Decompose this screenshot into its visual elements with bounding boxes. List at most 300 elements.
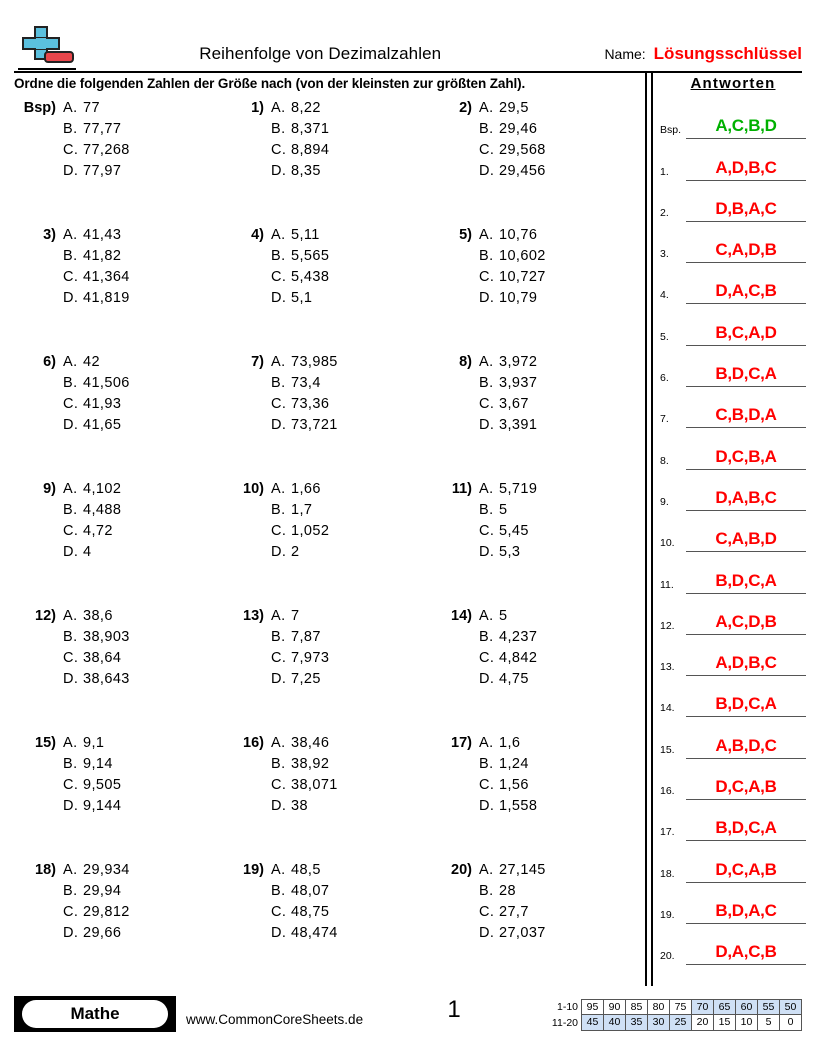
problem-choices: [63, 479, 222, 606]
choice-letter: C.: [479, 269, 495, 285]
problem-choices: [63, 352, 222, 479]
choice-value: 8,894: [291, 142, 330, 158]
choice-letter: C.: [63, 904, 79, 920]
problem-choice: [271, 500, 430, 521]
problem-row: [14, 98, 639, 225]
choice-value: 29,46: [499, 121, 538, 137]
problem-choice: [63, 627, 222, 648]
answer-row-value[interactable]: B,D,C,A: [686, 571, 806, 594]
grading-scale-row: [544, 1015, 802, 1031]
choice-value: 42: [83, 354, 100, 370]
problem-choice: [479, 923, 638, 944]
choice-letter: A.: [271, 862, 286, 878]
answer-row-value[interactable]: A,B,D,C: [686, 736, 806, 759]
choice-letter: B.: [479, 629, 494, 645]
choice-value: 38,071: [291, 777, 338, 793]
answer-row-label: 6.: [660, 372, 669, 385]
choice-value: 28: [499, 883, 516, 899]
problem-choice: [63, 267, 222, 288]
choice-letter: B.: [271, 502, 286, 518]
problem-choice: [63, 669, 222, 690]
choice-value: 41,506: [83, 375, 130, 391]
problem-choice: [63, 500, 222, 521]
problem-number: 13): [243, 608, 264, 624]
choice-value: 10,79: [499, 290, 538, 306]
problem-choice: [479, 394, 638, 415]
choice-value: 2: [291, 544, 300, 560]
problem-choice: [63, 288, 222, 309]
choice-letter: B.: [479, 121, 494, 137]
problem-choice: [271, 796, 430, 817]
choice-letter: C.: [479, 904, 495, 920]
choice-value: 41,65: [83, 417, 122, 433]
problem-choice: [63, 98, 222, 119]
choice-value: 73,721: [291, 417, 338, 433]
problem-choices: [479, 479, 638, 606]
grading-scale-range-label: 1-10: [556, 1001, 578, 1013]
answer-row-label: 18.: [660, 867, 675, 880]
problem-choice: [63, 521, 222, 542]
grading-scale-cell: 65: [713, 999, 736, 1015]
answer-row-value[interactable]: B,D,C,A: [686, 364, 806, 387]
problem-choices: [63, 733, 222, 860]
answer-row-label: 3.: [660, 248, 669, 261]
choice-letter: D.: [271, 671, 287, 687]
problem-choice: [63, 606, 222, 627]
page-title: Reihenfolge von Dezimalzahlen: [199, 44, 442, 63]
problem-item: [14, 479, 222, 606]
choice-letter: D.: [271, 798, 287, 814]
answer-row: [660, 800, 806, 841]
choice-letter: A.: [479, 735, 494, 751]
column-divider-right: [651, 72, 653, 986]
problem-choice: [63, 775, 222, 796]
answer-row: [660, 924, 806, 965]
choice-value: 9,14: [83, 756, 113, 772]
answer-row-value[interactable]: D,C,A,B: [686, 777, 806, 800]
answer-row: [660, 594, 806, 635]
problem-number: 16): [243, 735, 264, 751]
choice-value: 4,102: [83, 481, 122, 497]
problem-item: [222, 606, 430, 733]
choice-value: 4,842: [499, 650, 538, 666]
problem-number: 3): [43, 227, 56, 243]
choice-value: 5,565: [291, 248, 330, 264]
choice-value: 4: [83, 544, 92, 560]
problem-number: 14): [451, 608, 472, 624]
problem-item: [430, 733, 638, 860]
choice-value: 27,7: [499, 904, 529, 920]
problem-choice: [271, 98, 430, 119]
answer-row-value[interactable]: A,D,B,C: [686, 653, 806, 676]
problem-choice: [479, 98, 638, 119]
choice-value: 3,67: [499, 396, 529, 412]
choice-letter: A.: [479, 862, 494, 878]
problem-choice: [479, 860, 638, 881]
problem-item: [430, 98, 638, 225]
answer-row-value[interactable]: D,B,A,C: [686, 199, 806, 222]
grading-scale-cell: 80: [647, 999, 670, 1015]
problem-choice: [271, 606, 430, 627]
grading-scale-cell: 45: [581, 1014, 604, 1031]
problem-choice: [271, 246, 430, 267]
problem-choice: [271, 775, 430, 796]
choice-letter: C.: [63, 142, 79, 158]
website-url: www.CommonCoreSheets.de: [186, 1012, 364, 1027]
problem-choice: [479, 542, 638, 563]
choice-letter: B.: [479, 883, 494, 899]
choice-value: 5,3: [499, 544, 521, 560]
answer-row-label: 7.: [660, 413, 669, 426]
answer-row-label: 2.: [660, 206, 669, 219]
answer-row-value[interactable]: D,A,B,C: [686, 488, 806, 511]
choice-letter: B.: [271, 248, 286, 264]
answers-list: [660, 98, 806, 965]
choice-letter: C.: [479, 650, 495, 666]
problem-choice: [271, 225, 430, 246]
problem-number: 11): [451, 481, 472, 497]
problem-item: [430, 352, 638, 479]
choice-letter: A.: [271, 100, 286, 116]
problem-choice: [271, 648, 430, 669]
grading-scale-cell: 25: [669, 1014, 692, 1031]
answer-row: [660, 841, 806, 882]
choice-value: 29,5: [499, 100, 529, 116]
problem-choice: [63, 754, 222, 775]
choice-letter: D.: [271, 290, 287, 306]
choice-value: 29,456: [499, 163, 546, 179]
problem-choices: [271, 98, 430, 225]
choice-letter: B.: [63, 375, 78, 391]
answer-row-label: 15.: [660, 743, 675, 756]
problem-item: [14, 98, 222, 225]
choice-value: 5,719: [499, 481, 538, 497]
choice-letter: B.: [479, 502, 494, 518]
answer-row-label: 11.: [660, 578, 674, 591]
choice-value: 1,24: [499, 756, 529, 772]
choice-value: 73,985: [291, 354, 338, 370]
problem-choices: [271, 606, 430, 733]
choice-value: 4,488: [83, 502, 122, 518]
problem-choice: [479, 606, 638, 627]
page-header: [14, 22, 802, 70]
problem-choices: [271, 733, 430, 860]
problem-item: [14, 352, 222, 479]
choice-value: 29,66: [83, 925, 122, 941]
choice-value: 5,438: [291, 269, 330, 285]
problem-choice: [479, 225, 638, 246]
problem-choices: [271, 352, 430, 479]
choice-letter: A.: [479, 481, 494, 497]
problem-item: [14, 733, 222, 860]
problem-row: [14, 860, 639, 987]
problem-choice: [271, 373, 430, 394]
problem-choices: [479, 352, 638, 479]
problem-choice: [479, 288, 638, 309]
answer-row-value[interactable]: D,C,B,A: [686, 447, 806, 470]
answers-heading: Antworten: [690, 75, 776, 92]
choice-letter: A.: [271, 735, 286, 751]
answer-row-label: 1.: [660, 165, 669, 178]
choice-letter: B.: [63, 629, 78, 645]
problem-choice: [271, 140, 430, 161]
choice-value: 27,145: [499, 862, 546, 878]
problem-choice: [271, 394, 430, 415]
problem-choice: [271, 521, 430, 542]
problem-number: Bsp): [23, 100, 56, 116]
choice-value: 4,75: [499, 671, 529, 687]
choice-letter: D.: [271, 163, 287, 179]
choice-value: 7,25: [291, 671, 321, 687]
answer-row-value[interactable]: A,C,D,B: [686, 612, 806, 635]
choice-value: 7: [291, 608, 300, 624]
page-footer: [14, 996, 802, 1038]
problem-number: 17): [451, 735, 472, 751]
problem-choice: [63, 881, 222, 902]
answer-row-value[interactable]: D,A,C,B: [686, 942, 806, 965]
choice-letter: C.: [63, 396, 79, 412]
answer-row-value[interactable]: C,A,B,D: [686, 529, 806, 552]
grading-scale-cell: 5: [757, 1014, 780, 1031]
problem-choice: [63, 648, 222, 669]
answer-row-label: 10.: [660, 537, 675, 550]
problem-item: [222, 225, 430, 352]
problem-choice: [271, 415, 430, 436]
answer-row-value[interactable]: A,C,B,D: [686, 116, 806, 139]
problem-choice: [479, 627, 638, 648]
problem-choice: [271, 902, 430, 923]
problem-choices: [63, 225, 222, 352]
choice-letter: D.: [271, 925, 287, 941]
choice-value: 8,35: [291, 163, 321, 179]
choice-value: 41,364: [83, 269, 130, 285]
choice-letter: A.: [479, 608, 494, 624]
answer-row-label: 17.: [660, 826, 675, 839]
page-number: 1: [447, 996, 461, 1023]
choice-value: 41,93: [83, 396, 122, 412]
answer-row-value[interactable]: D,C,A,B: [686, 860, 806, 883]
choice-letter: D.: [479, 925, 495, 941]
answer-row-value[interactable]: A,D,B,C: [686, 158, 806, 181]
problem-choice: [63, 902, 222, 923]
problem-item: [14, 606, 222, 733]
choice-letter: C.: [271, 523, 287, 539]
problem-item: [430, 860, 638, 987]
grading-scale-cell: 50: [779, 999, 802, 1015]
problem-number: 10): [243, 481, 264, 497]
problem-item: [222, 98, 430, 225]
answer-row: [660, 552, 806, 593]
grading-scale-cell: 20: [691, 1014, 714, 1031]
grading-scale-cell: 90: [603, 999, 626, 1015]
choice-letter: A.: [63, 481, 78, 497]
instruction-text: Ordne die folgenden Zahlen der Größe nach (von der kleinsten zur größten Zahl).: [14, 76, 526, 91]
choice-letter: A.: [63, 354, 78, 370]
answer-row: [660, 222, 806, 263]
choice-letter: A.: [63, 862, 78, 878]
answer-row-label: Bsp.: [660, 124, 682, 137]
choice-value: 29,812: [83, 904, 130, 920]
choice-letter: D.: [63, 163, 79, 179]
choice-value: 38,64: [83, 650, 122, 666]
problem-choice: [479, 796, 638, 817]
answer-row-value[interactable]: B,D,C,A: [686, 818, 806, 841]
problem-item: [430, 479, 638, 606]
answer-row: [660, 428, 806, 469]
problem-row: [14, 479, 639, 606]
problem-item: [222, 733, 430, 860]
choice-letter: D.: [479, 798, 495, 814]
choice-value: 8,371: [291, 121, 330, 137]
problem-choice: [479, 267, 638, 288]
choice-letter: B.: [63, 502, 78, 518]
choice-letter: D.: [63, 925, 79, 941]
answer-row-label: 16.: [660, 785, 675, 798]
answer-row: [660, 98, 806, 139]
answer-row-label: 5.: [660, 330, 669, 343]
problem-choice: [271, 733, 430, 754]
problems-grid: [14, 98, 639, 987]
answer-row: [660, 304, 806, 345]
answer-row: [660, 263, 806, 304]
choice-value: 38: [291, 798, 308, 814]
answer-row-value[interactable]: C,A,D,B: [686, 240, 806, 263]
answer-row-value[interactable]: B,D,C,A: [686, 694, 806, 717]
choice-value: 77,268: [83, 142, 130, 158]
choice-letter: B.: [271, 629, 286, 645]
problem-choice: [271, 542, 430, 563]
logo-minus-bar: [44, 51, 74, 63]
choice-value: 38,92: [291, 756, 330, 772]
choice-letter: D.: [63, 544, 79, 560]
problem-choice: [271, 161, 430, 182]
choice-letter: B.: [63, 883, 78, 899]
answer-row: [660, 387, 806, 428]
answer-row-value[interactable]: B,C,A,D: [686, 323, 806, 346]
choice-letter: A.: [271, 354, 286, 370]
choice-value: 3,972: [499, 354, 538, 370]
choice-value: 4,72: [83, 523, 113, 539]
problem-choice: [479, 352, 638, 373]
choice-value: 48,5: [291, 862, 321, 878]
choice-value: 38,6: [83, 608, 113, 624]
problem-item: [14, 225, 222, 352]
name-block: [604, 44, 802, 70]
choice-value: 41,82: [83, 248, 122, 264]
choice-letter: A.: [63, 227, 78, 243]
choice-value: 9,144: [83, 798, 122, 814]
problem-choices: [479, 733, 638, 860]
subject-badge-label: Mathe: [22, 1000, 168, 1028]
choice-value: 5: [499, 608, 508, 624]
grading-scale-cell: 55: [757, 999, 780, 1015]
problem-choice: [479, 373, 638, 394]
choice-value: 29,934: [83, 862, 130, 878]
choice-value: 48,474: [291, 925, 338, 941]
problem-item: [430, 225, 638, 352]
answer-row: [660, 676, 806, 717]
problem-item: [14, 860, 222, 987]
choice-letter: D.: [63, 417, 79, 433]
problem-number: 20): [451, 862, 472, 878]
choice-letter: A.: [271, 608, 286, 624]
problem-number: 18): [35, 862, 56, 878]
problem-choice: [63, 246, 222, 267]
choice-letter: B.: [479, 248, 494, 264]
choice-value: 7,973: [291, 650, 330, 666]
problem-choice: [271, 352, 430, 373]
problem-number: 1): [251, 100, 264, 116]
problem-choice: [271, 754, 430, 775]
choice-value: 1,66: [291, 481, 321, 497]
choice-value: 7,87: [291, 629, 321, 645]
problem-choice: [271, 288, 430, 309]
choice-value: 41,43: [83, 227, 122, 243]
problem-choice: [63, 860, 222, 881]
problem-choice: [63, 733, 222, 754]
choice-value: 3,391: [499, 417, 538, 433]
choice-letter: D.: [479, 417, 495, 433]
choice-letter: D.: [271, 417, 287, 433]
problem-choice: [63, 923, 222, 944]
answer-row: [660, 470, 806, 511]
answer-row-label: 14.: [660, 702, 675, 715]
choice-letter: D.: [479, 671, 495, 687]
problem-number: 2): [459, 100, 472, 116]
answer-row-label: 4.: [660, 289, 669, 302]
problem-choice: [271, 479, 430, 500]
answer-row-value[interactable]: B,D,A,C: [686, 901, 806, 924]
choice-letter: D.: [63, 290, 79, 306]
problem-choices: [63, 98, 222, 225]
choice-value: 73,36: [291, 396, 330, 412]
problem-choice: [63, 161, 222, 182]
answer-row-value[interactable]: C,B,D,A: [686, 405, 806, 428]
problem-choice: [479, 161, 638, 182]
problem-choices: [479, 225, 638, 352]
choice-letter: A.: [271, 481, 286, 497]
choice-value: 77,97: [83, 163, 122, 179]
problem-choice: [271, 881, 430, 902]
answer-row-value[interactable]: D,A,C,B: [686, 281, 806, 304]
answer-key-label: Lösungsschlüssel: [653, 44, 802, 63]
problem-choice: [479, 140, 638, 161]
answer-row-label: 13.: [660, 661, 675, 674]
choice-value: 77,77: [83, 121, 122, 137]
choice-value: 10,76: [499, 227, 538, 243]
problem-choices: [479, 606, 638, 733]
problem-choice: [271, 669, 430, 690]
problem-choice: [271, 267, 430, 288]
choice-letter: C.: [63, 269, 79, 285]
problem-choice: [63, 373, 222, 394]
choice-value: 1,052: [291, 523, 330, 539]
choice-letter: D.: [479, 290, 495, 306]
choice-letter: A.: [479, 354, 494, 370]
problem-number: 5): [459, 227, 472, 243]
problem-choice: [63, 225, 222, 246]
problem-choice: [479, 521, 638, 542]
grading-scale-row: [544, 999, 802, 1015]
choice-value: 29,94: [83, 883, 122, 899]
choice-letter: C.: [479, 396, 495, 412]
choice-letter: D.: [63, 671, 79, 687]
problem-choices: [63, 606, 222, 733]
choice-letter: B.: [271, 375, 286, 391]
answer-row-label: 12.: [660, 619, 675, 632]
choice-letter: B.: [63, 121, 78, 137]
column-divider-left: [645, 72, 647, 986]
